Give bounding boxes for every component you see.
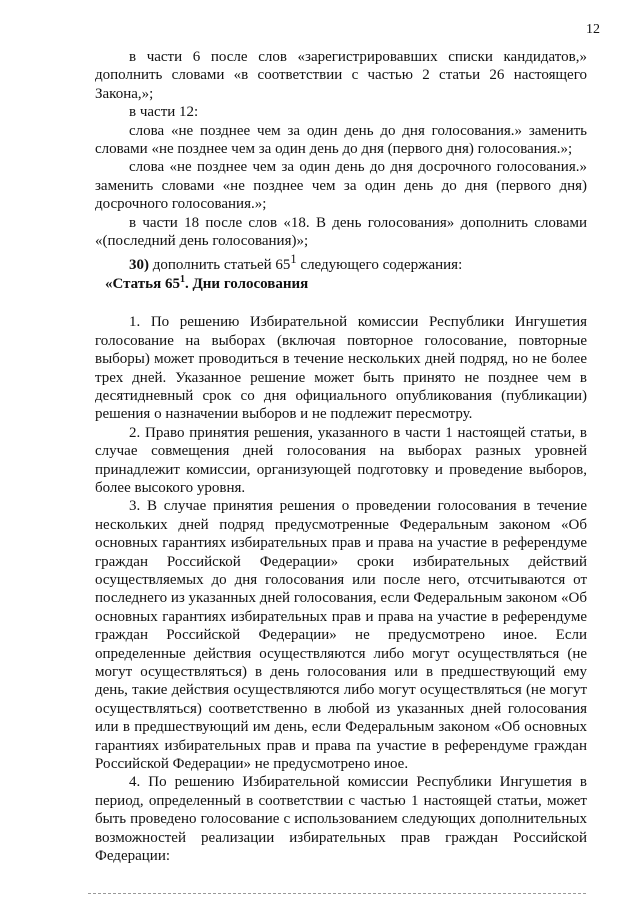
- amendment-part-18: в части 18 после слов «18. В день голосования» дополнить словами «(последний день голосования)»;: [95, 214, 587, 250]
- item-30-superscript: 1: [290, 252, 297, 267]
- article-paragraph-2: 2. Право принятия решения, указанного в части 1 настоящей статьи, в случае совмещения дней голосования на выборах разных уровней принадлежит комиссии, организующей подготовку и проведение выборов, более высокого уровня.: [95, 424, 587, 496]
- article-title-prefix: «Статья 65: [105, 275, 180, 292]
- article-paragraph-4: 4. По решению Избирательной комиссии Республики Ингушетия в период, определенный в соответствии с частью 1 настоящей статьи, может быть проведено голосование с использованием следующих дополнительных возможностей реализации избирательных прав граждан Российской Федерации:: [95, 774, 587, 865]
- item-30-number: 30): [129, 257, 149, 274]
- article-paragraph-3: 3. В случае принятия решения о проведении голосования в течение нескольких дней подряд предусмотренные Федеральным законом «Об основных гарантиях избирательных прав и права на участие в референдуме граждан Российской Федерации» сроки избирательных действий осуществляемых до дня голосования или после него, отсчитываются от последнего из указанных дней голосования, если Федеральным законом «Об основных гарантиях избирательных прав и права на участие в референдуме граждан Российской Федерации» не предусмотрено иное. Если определенные действия осуществляются либо могут осуществляться (не могут осуществляться) в день голосования или в предшествующий ему день, такие действия осуществляются либо могут осуществляться (не могут осуществляться) соответственно в любой из указанных дней голосования или в предшествующий им день, если Федеральным законом «Об основных гарантиях избирательных прав и права па участие в референдуме граждан Российской Федерации» не предусмотрено иное.: [95, 498, 587, 773]
- article-heading: [95, 275, 587, 293]
- article-title-suffix: . Дни голосования: [184, 275, 309, 292]
- amendment-part-12-b: слова «не позднее чем за один день до дня досрочного голосования.» заменить словами «не позднее чем за один день до дня (первого дня) досрочного голосования.»;: [95, 159, 587, 213]
- item-30: [95, 250, 587, 274]
- article-paragraph-1: 1. По решению Избирательной комиссии Республики Ингушетия голосование на выборах (включая повторное голосование, повторные выборы) может проводиться в течение нескольких дней подряд, но не более трех дней. Указанное решение может быть принято не позднее чем в десятидневный срок со дня официального опубликования (публикации) решения о назначении выборов и не подлежит пересмотру.: [95, 314, 587, 423]
- amendment-part-12-a: слова «не позднее чем за один день до дня голосования.» заменить словами «не позднее чем за один день до дня (первого дня) голосования.»;: [95, 122, 587, 158]
- scan-bottom-edge: [88, 893, 586, 894]
- item-30-text-a: дополнить статьей 65: [149, 257, 291, 274]
- amendment-part-12-intro: в части 12:: [129, 104, 199, 121]
- page-number: 12: [586, 22, 600, 37]
- amendment-part-6: в части 6 после слов «зарегистрировавших списки кандидатов,» дополнить словами «в соответствии с частью 2 статьи 26 настоящего Закона,»;: [95, 49, 587, 102]
- spacer: [95, 293, 587, 313]
- item-30-text-b: следующего содержания:: [296, 257, 463, 274]
- document-body: [95, 48, 587, 865]
- article-title-superscript: 1: [179, 273, 185, 285]
